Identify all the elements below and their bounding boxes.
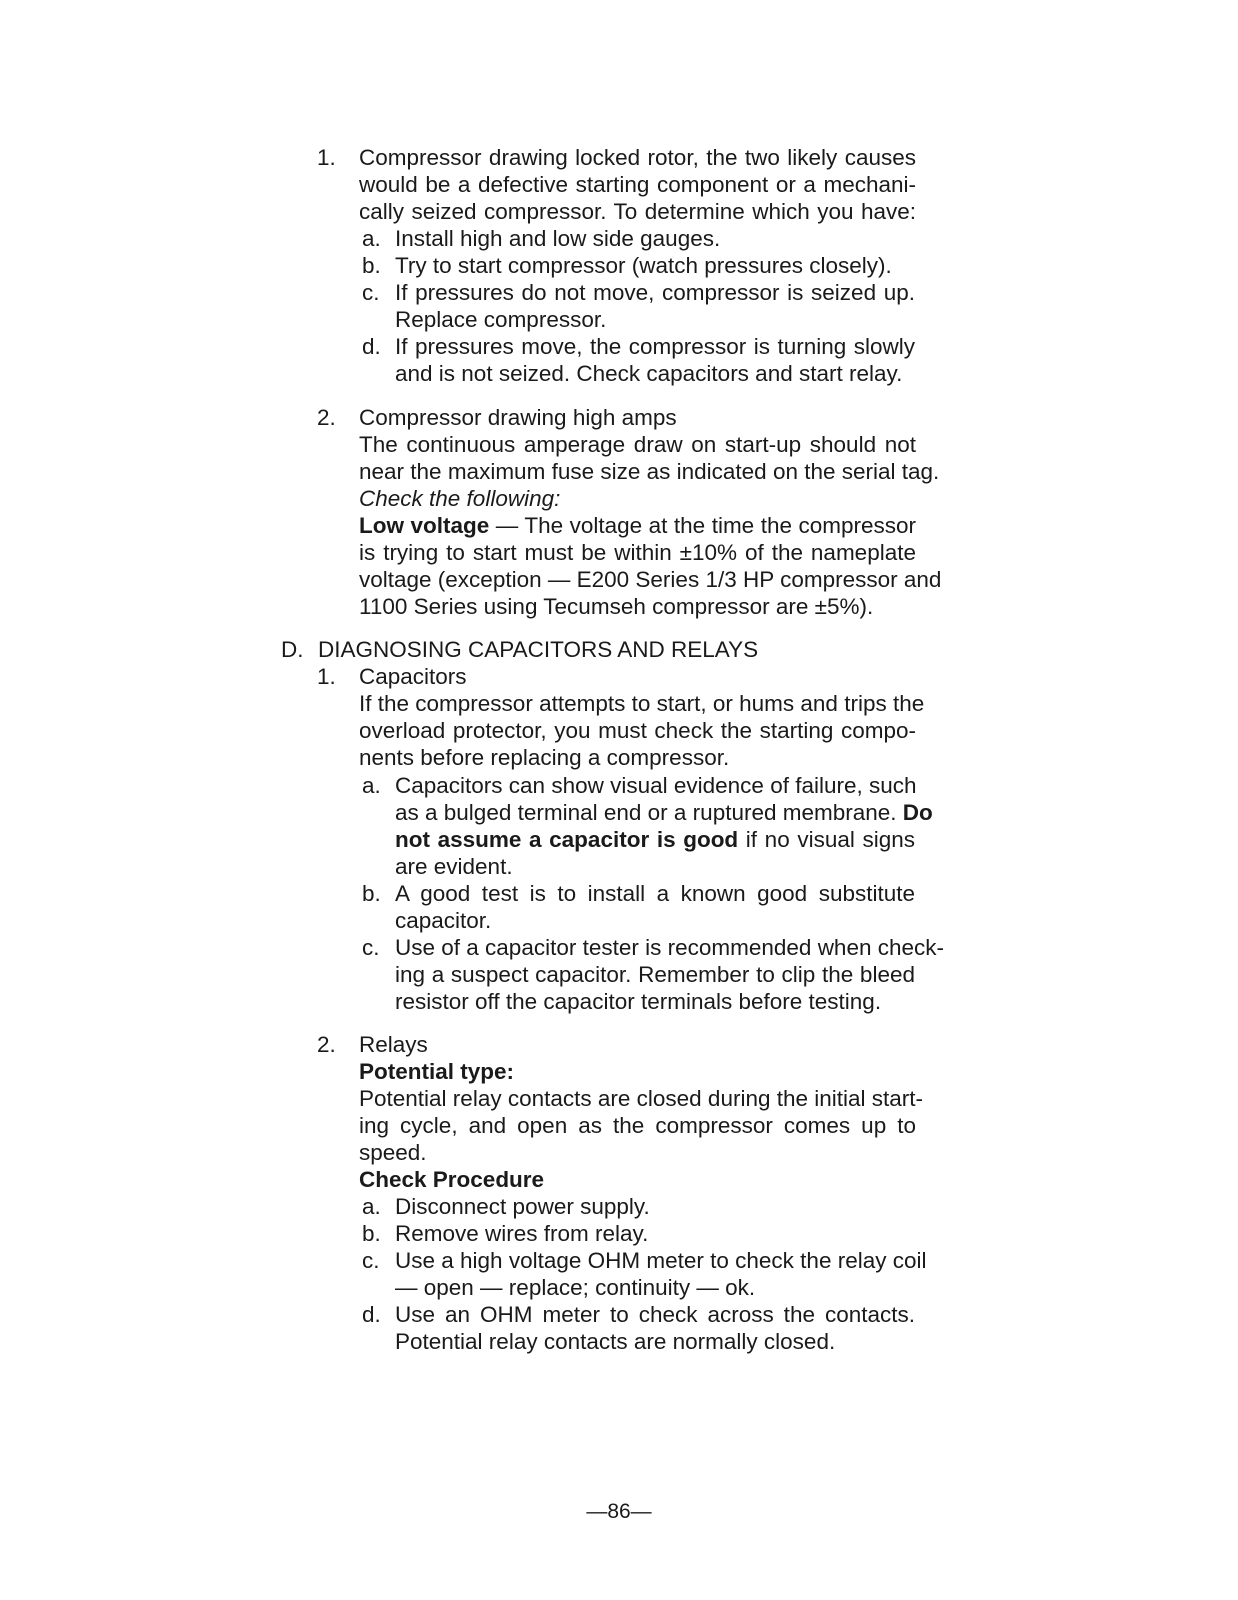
text-line: resistor off the capacitor terminals before testing. xyxy=(395,989,882,1014)
text-line: A good test is to install a known good substitute xyxy=(395,881,915,906)
capacitors-step-a xyxy=(395,772,933,880)
text-line: Install high and low side gauges. xyxy=(395,226,721,251)
item-1-step-b xyxy=(395,252,892,279)
text-line: If the compressor attempts to start, or hums and trips the xyxy=(359,691,925,716)
text-line: voltage (exception — E200 Series 1/3 HP compressor and xyxy=(359,567,942,592)
text-line: Use a high voltage OHM meter to check the relay coil xyxy=(395,1248,927,1273)
text-line: If pressures do not move, compressor is seized up. xyxy=(395,280,915,305)
item-2-marker: 2. xyxy=(317,405,336,430)
text-line: are evident. xyxy=(395,854,513,879)
text-line: Use an OHM meter to check across the contacts. xyxy=(395,1302,915,1327)
text-line: Disconnect power supply. xyxy=(395,1194,650,1219)
capacitors-marker: 1. xyxy=(317,664,336,689)
item-2-text xyxy=(359,404,942,620)
capacitors-step-b xyxy=(395,880,915,934)
relays-step-b xyxy=(395,1220,648,1247)
text-line: would be a defective starting component or a mechani- xyxy=(359,172,916,197)
potential-type-label: Potential type: xyxy=(359,1059,515,1084)
relays-step-a xyxy=(395,1193,650,1220)
text-line: — open — replace; continuity — ok. xyxy=(395,1275,756,1300)
text-line: as a bulged terminal end or a ruptured membrane. Do xyxy=(395,800,933,825)
section-d-marker: D. xyxy=(281,637,304,662)
step-marker: d. xyxy=(362,1302,381,1327)
step-marker: a. xyxy=(362,773,381,798)
step-marker: a. xyxy=(362,1194,381,1219)
check-following-label: Check the following: xyxy=(359,486,561,511)
text-line: ing cycle, and open as the compressor comes up to xyxy=(359,1113,916,1138)
step-marker: c. xyxy=(362,1248,380,1273)
item-1-step-c xyxy=(395,279,915,333)
step-marker: d. xyxy=(362,334,381,359)
item-1-text xyxy=(359,144,916,225)
step-marker: a. xyxy=(362,226,381,251)
text-line: Use of a capacitor tester is recommended when check- xyxy=(395,935,944,960)
text-line: capacitor. xyxy=(395,908,492,933)
page-number: —86— xyxy=(586,1500,652,1523)
check-procedure-label: Check Procedure xyxy=(359,1167,545,1192)
item-1-step-d xyxy=(395,333,915,387)
text-line: and is not seized. Check capacitors and start relay. xyxy=(395,361,903,386)
text-line: is trying to start must be within ±10% of the nameplate xyxy=(359,540,916,565)
text-line: Potential relay contacts are normally closed. xyxy=(395,1329,836,1354)
relays-heading: Relays xyxy=(359,1032,428,1057)
item-2-heading: Compressor drawing high amps xyxy=(359,405,677,430)
step-marker: c. xyxy=(362,280,380,305)
text-line: near the maximum fuse size as indicated on the serial tag. xyxy=(359,459,940,484)
text-line: 1100 Series using Tecumseh compressor are ±5%). xyxy=(359,594,874,619)
text-line: cally seized compressor. To determine which you have: xyxy=(359,199,916,224)
text-line: speed. xyxy=(359,1140,427,1165)
text-line: Try to start compressor (watch pressures closely). xyxy=(395,253,892,278)
step-marker: b. xyxy=(362,1221,381,1246)
text-line: Capacitors can show visual evidence of failure, such xyxy=(395,773,917,798)
section-d-title: DIAGNOSING CAPACITORS AND RELAYS xyxy=(318,637,759,662)
text-line: Replace compressor. xyxy=(395,307,607,332)
step-marker: c. xyxy=(362,935,380,960)
text-line: Compressor drawing locked rotor, the two likely causes xyxy=(359,145,916,170)
item-1-step-a xyxy=(395,225,720,252)
text-line: Potential relay contacts are closed during the initial start- xyxy=(359,1086,924,1111)
text-line: ing a suspect capacitor. Remember to clip the bleed xyxy=(395,962,915,987)
capacitors-step-c xyxy=(395,934,944,1015)
capacitors-heading: Capacitors xyxy=(359,664,467,689)
capacitors-text xyxy=(359,663,925,771)
text-line: overload protector, you must check the starting compo- xyxy=(359,718,916,743)
relays-text xyxy=(359,1031,924,1193)
text-line: The continuous amperage draw on start-up should not xyxy=(359,432,916,457)
step-marker: b. xyxy=(362,253,381,278)
text-line: If pressures move, the compressor is turning slowly xyxy=(395,334,915,359)
low-voltage-label: Low voltage xyxy=(359,513,490,538)
item-1-marker: 1. xyxy=(317,145,336,170)
low-voltage-line: Low voltage — The voltage at the time the compressor xyxy=(359,513,916,538)
step-marker: b. xyxy=(362,881,381,906)
text-line: nents before replacing a compressor. xyxy=(359,745,730,770)
text-line: not assume a capacitor is good if no visual signs xyxy=(395,827,915,852)
relays-marker: 2. xyxy=(317,1032,336,1057)
relays-step-c xyxy=(395,1247,927,1301)
relays-step-d xyxy=(395,1301,915,1355)
text-line: Remove wires from relay. xyxy=(395,1221,649,1246)
